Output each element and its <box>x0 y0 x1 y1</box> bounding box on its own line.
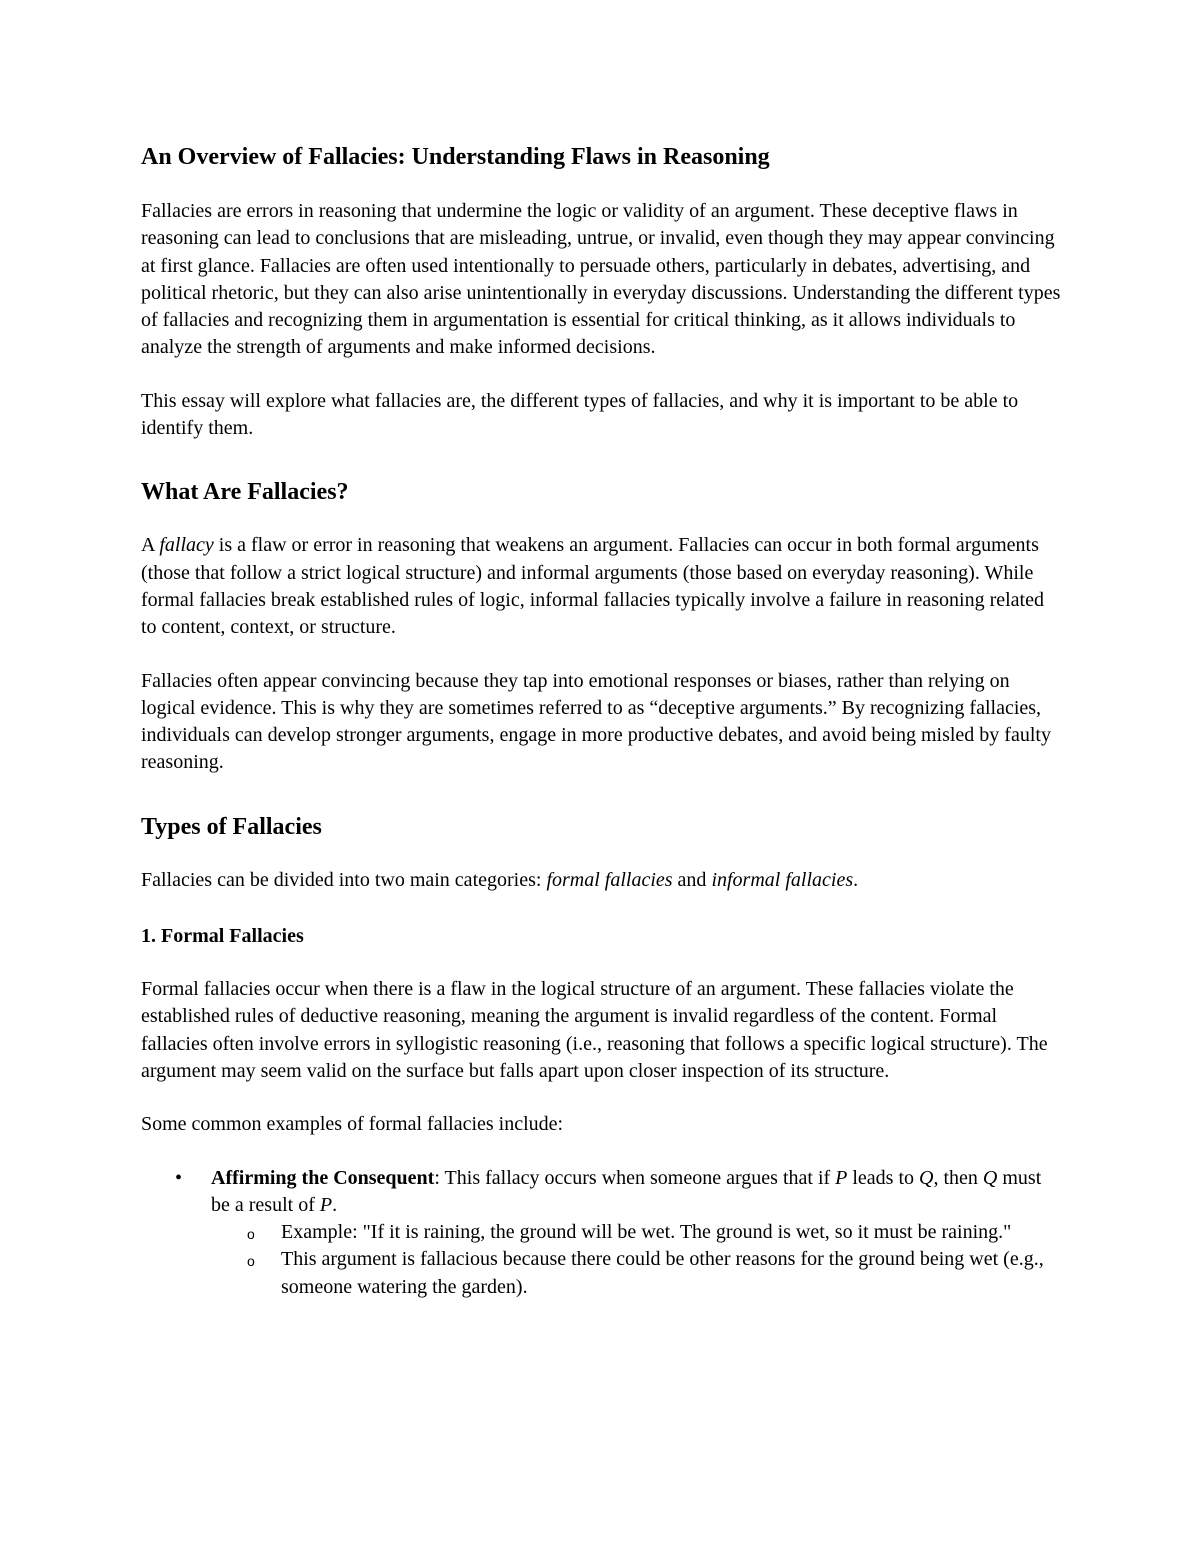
sublist-item-explanation <box>141 1246 1061 1301</box>
variable-p: P <box>319 1193 333 1216</box>
formal-fallacies-term: formal fallacies <box>546 868 673 891</box>
formal-paragraph-2: Some common examples of formal fallacies include: <box>141 1113 564 1136</box>
intro-paragraph-2: This essay will explore what fallacies are, the different types of fallacies, and why it is important to be able to identify them. <box>141 389 1019 440</box>
types-of-fallacies-heading: Types of Fallacies <box>141 813 322 840</box>
what-are-fallacies-heading: What Are Fallacies? <box>141 479 349 506</box>
text-run: is a flaw or error in reasoning that weakens an argument. Fallacies can occur in both formal arguments (those that follow a strict logical structure) and informal arguments (those based on everyday reasoning). While formal fallacies break established rules of logic, informal fallacies typically involve a failure in reasoning related to content, context, or structure. <box>141 534 1044 639</box>
text-run: A <box>141 534 160 557</box>
text-run: . <box>853 868 859 891</box>
text-run: , then <box>933 1166 983 1189</box>
list-item-affirming-consequent <box>141 1165 1061 1220</box>
informal-fallacies-term: informal fallacies <box>711 868 854 891</box>
intro-paragraph-1: Fallacies are errors in reasoning that undermine the logic or validity of an argument. These deceptive flaws in reasoning can lead to conclusions that are misleading, untrue, or invalid, even though they may appear convincing at first glance. Fallacies are often used intentionally to persuade others, particularly in debates, advertising, and political rhetoric, but they can also arise unintentionally in everyday discussions. Understanding the different types of fallacies and recognizing them in argumentation is essential for critical thinking, as it allows individuals to analyze the strength of arguments and make informed decisions. <box>141 200 1061 359</box>
circle-bullet-icon: o <box>247 1253 255 1270</box>
text-run: must be a result of <box>211 1166 1042 1216</box>
sub-list-wrapper <box>141 1219 1061 1301</box>
text-run: Fallacies can be divided into two main categories: <box>141 868 547 891</box>
sublist-text: Example: "If it is raining, the ground will be wet. The ground is wet, so it must be raining." <box>281 1221 1012 1244</box>
document-title: An Overview of Fallacies: Understanding Flaws in Reasoning <box>141 144 770 170</box>
what-are-paragraph-2: Fallacies often appear convincing because they tap into emotional responses or biases, rather than relying on logical evidence. This is why they are sometimes referred to as “deceptive arguments.” By recognizing fallacies, individuals can develop stronger arguments, engage in more productive debates, and avoid being misled by faulty reasoning. <box>141 669 1051 774</box>
bullet-icon: • <box>175 1166 183 1189</box>
text-run: . <box>332 1193 338 1216</box>
circle-bullet-icon: o <box>247 1226 255 1243</box>
fallacy-term: fallacy <box>159 534 214 557</box>
document-page <box>141 141 1061 1301</box>
affirming-consequent-sublist <box>141 1219 1061 1301</box>
formal-fallacies-heading: 1. Formal Fallacies <box>141 925 304 948</box>
what-are-paragraph-1 <box>141 532 1061 641</box>
variable-q: Q <box>982 1166 998 1189</box>
text-run: leads to <box>847 1166 920 1189</box>
variable-p: P <box>835 1166 848 1189</box>
variable-q: Q <box>919 1166 934 1189</box>
text-run: and <box>672 868 712 891</box>
types-paragraph <box>141 867 1061 894</box>
sublist-item-example <box>141 1219 1061 1246</box>
formal-fallacy-list <box>141 1165 1061 1220</box>
formal-paragraph-1: Formal fallacies occur when there is a flaw in the logical structure of an argument. These fallacies violate the established rules of deductive reasoning, meaning the argument is invalid regardless of the content. Formal fallacies often involve errors in syllogistic reasoning (i.e., reasoning that follows a specific logical structure). The argument may seem valid on the surface but falls apart upon closer inspection of its structure. <box>141 978 1048 1082</box>
text-run: : This fallacy occurs when someone argues that if <box>434 1166 836 1189</box>
sublist-text: This argument is fallacious because there could be other reasons for the ground being wet (e.g., someone watering the garden). <box>281 1248 1044 1298</box>
fallacy-name: Affirming the Consequent <box>211 1166 435 1189</box>
